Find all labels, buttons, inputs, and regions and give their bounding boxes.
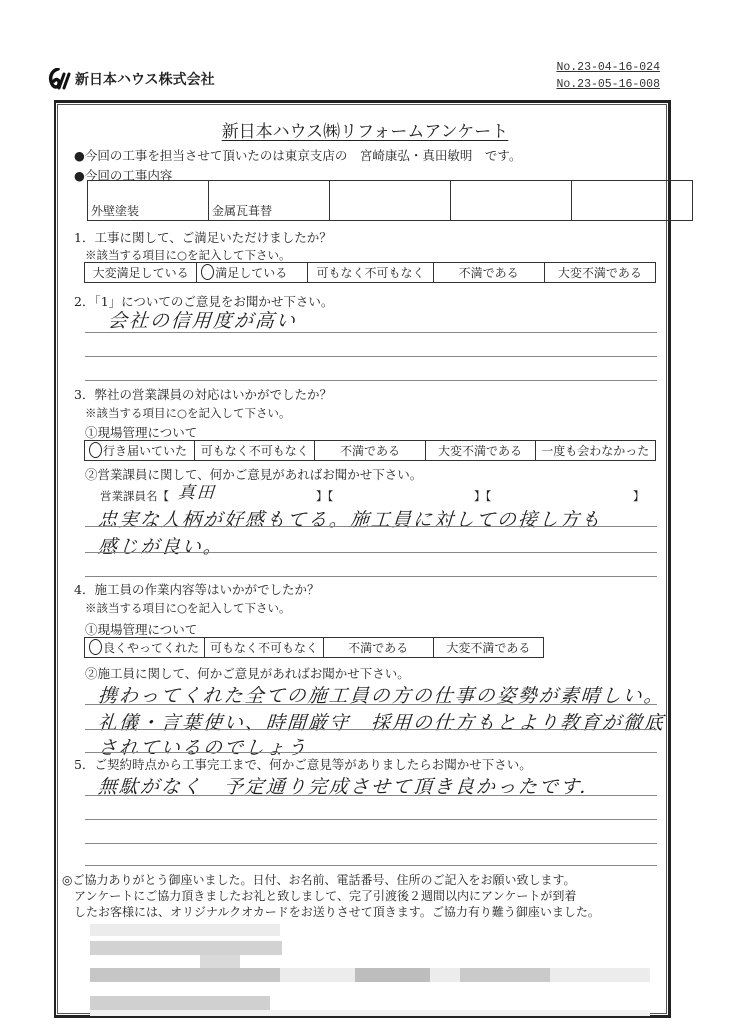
answer-rule: [85, 356, 657, 357]
q1-options: [84, 262, 656, 283]
q3-sub1-label: ①現場管理について: [85, 425, 198, 440]
q1-instruction: ※該当する項目に○を記入して下さい。: [85, 248, 291, 262]
footer-note-line: アンケートにご協力頂きましたお礼と致しまして、完了引渡後２週間以内にアンケートが到着: [74, 889, 577, 903]
q5-question: 5．ご契約時点から工事完工まで、何かご意見等がありましたらお聞かせ下さい。: [74, 757, 532, 772]
q1-option[interactable]: 可もなく不可もなく: [308, 263, 433, 283]
answer-rule: [85, 552, 657, 553]
form-title: 新日本ハウス㈱リフォームアンケート: [221, 122, 509, 142]
q4-sub2-label: ②施工員に関して、何かご意見があればお聞かせ下さい。: [85, 666, 410, 681]
bracket-close: 】: [633, 489, 645, 503]
q3-option[interactable]: 可もなく不可もなく: [195, 441, 315, 461]
answer-rule: [85, 332, 657, 333]
q1-option[interactable]: 大変満足している: [85, 263, 197, 283]
footer-note: [62, 872, 600, 920]
company-logo: [48, 68, 215, 90]
q4-handwritten-answer-line1: 携わってくれた全ての施工員の方の仕事の姿勢が素晴しい。: [97, 685, 666, 707]
q4-option[interactable]: 不満である: [323, 638, 433, 658]
answer-rule: [85, 752, 657, 753]
q4-option[interactable]: 可もなく不可もなく: [205, 638, 323, 658]
answer-rule: [85, 795, 657, 796]
q3-option[interactable]: 大変不満である: [425, 441, 535, 461]
q3-handwritten-answer-line2: 感じが良い。: [97, 536, 225, 558]
selected-circle-icon: [201, 264, 214, 280]
q3-option[interactable]: 不満である: [315, 441, 425, 461]
answer-rule: [85, 576, 657, 577]
q4-handwritten-answer-line3: されているのでしょう: [97, 737, 309, 759]
answer-rule: [85, 843, 657, 844]
work-item-cell: [572, 181, 693, 221]
bracket-separator: 】【: [474, 489, 492, 503]
company-logo-icon: [48, 68, 72, 90]
q1-option[interactable]: 不満である: [433, 263, 544, 283]
q1-option[interactable]: 大変不満である: [544, 263, 655, 283]
work-item-cell: 金属瓦葺替: [209, 181, 330, 221]
selected-circle-icon: [89, 639, 102, 655]
bracket-separator: 】【: [316, 489, 334, 503]
q4-instruction: ※該当する項目に○を記入して下さい。: [85, 601, 291, 615]
q1-option-selected[interactable]: 満足している: [197, 263, 308, 283]
staff-name-label: 営業課員名【: [100, 489, 169, 503]
q2-handwritten-answer: 会社の信用度が高い: [107, 310, 298, 332]
q4-handwritten-answer-line2: 礼儀・言葉使い、時間厳守 採用の仕方もとより教育が徹底: [97, 712, 666, 734]
company-name: 新日本ハウス株式会社: [75, 72, 215, 88]
work-content-label: ●今回の工事内容: [74, 168, 173, 183]
work-content-table: [87, 180, 693, 221]
q4-options: [84, 637, 544, 658]
answer-rule: [85, 819, 657, 820]
doc-number-2: No.23-05-16-008: [556, 78, 660, 91]
staff-name-1: 真田: [177, 483, 217, 503]
q1-question: 1．工事に関して、ご満足いただけましたか？: [74, 230, 332, 245]
answer-rule: [85, 704, 657, 705]
answer-rule: [85, 526, 657, 527]
answer-rule: [85, 865, 657, 866]
footer-note-line: したお客様には、オリジナルクオカードをお送りさせて頂きます。ご協力有り難う御座いました。: [74, 905, 600, 919]
footer-note-line: ◎ご協力ありがとう御座いました。日付、お名前、電話番号、住所のご記入をお願い致します。: [62, 873, 576, 887]
q4-option-selected[interactable]: 良くやってくれた: [85, 638, 205, 658]
answer-rule: [85, 729, 657, 730]
answer-rule: [85, 380, 657, 381]
work-item-cell: [451, 181, 572, 221]
q3-instruction: ※該当する項目に○を記入して下さい。: [85, 406, 291, 420]
q3-option[interactable]: 一度も会わなかった: [535, 441, 655, 461]
work-item-cell: 外壁塗装: [88, 181, 209, 221]
q3-option-selected[interactable]: 行き届いていた: [85, 441, 195, 461]
work-item-cell: [330, 181, 451, 221]
q3-sub2-label: ②営業課員に関して、何かご意見があればお聞かせ下さい。: [85, 467, 423, 482]
q3-question: 3．弊社の営業課員の対応はいかがでしたか？: [74, 387, 332, 402]
q4-sub1-label: ①現場管理について: [85, 622, 198, 637]
q3-options: [84, 440, 656, 461]
doc-number-1: No.23-04-16-024: [556, 61, 660, 74]
selected-circle-icon: [89, 442, 102, 458]
q2-question: 2．「1」についてのご意見をお聞かせ下さい。: [74, 294, 334, 309]
staff-line: ●今回の工事を担当させて頂いたのは東京支店の 宮崎康弘・真田敏明 です。: [74, 148, 522, 163]
form-title-wrap: [0, 117, 730, 142]
q5-handwritten-answer: 無駄がなく 予定通り完成させて頂き良かったです．: [97, 776, 602, 798]
q4-question: 4．施工員の作業内容等はいかがでしたか？: [74, 582, 320, 597]
q3-handwritten-answer-line1: 忠実な人柄が好感もてる。施工員に対しての接し方も: [97, 509, 603, 531]
q4-option[interactable]: 大変不満である: [433, 638, 543, 658]
